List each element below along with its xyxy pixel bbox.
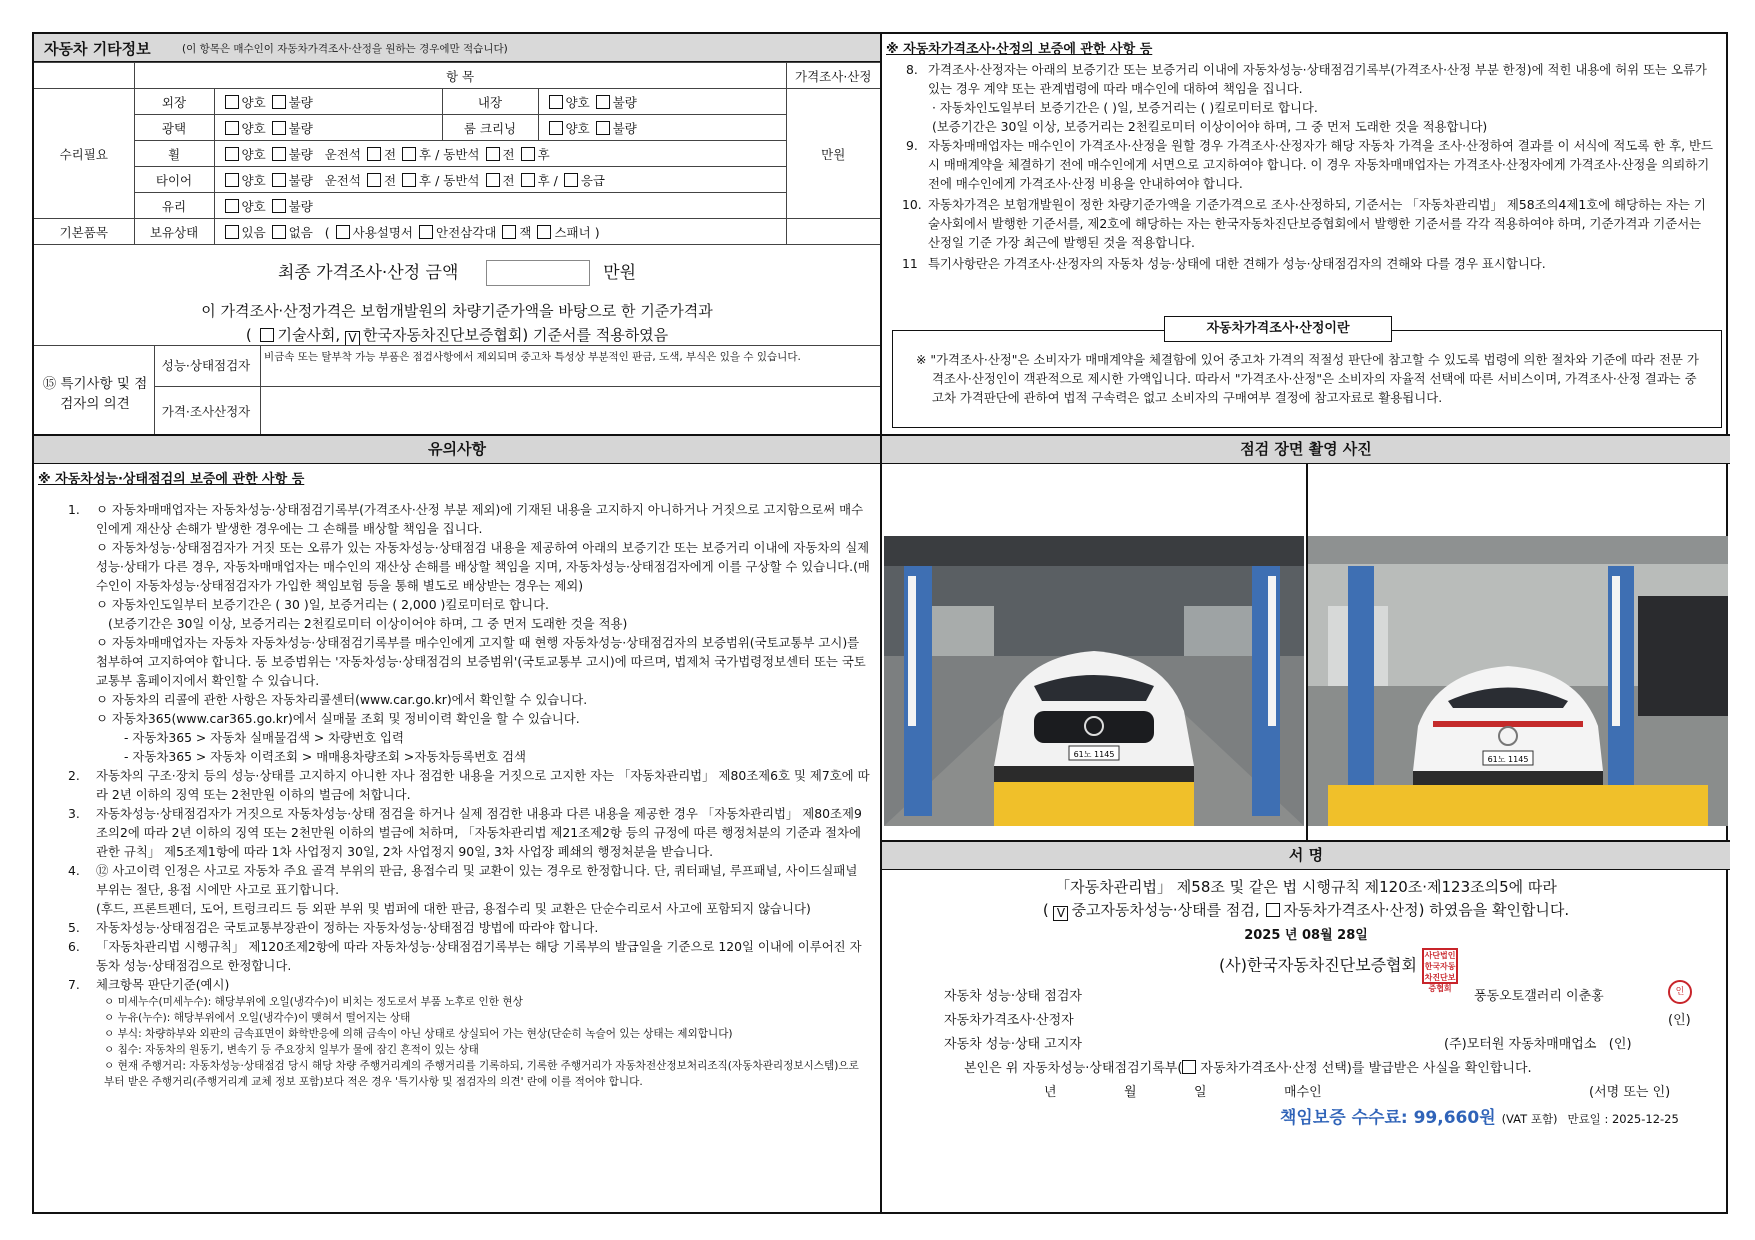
exterior-good-checkbox[interactable] (225, 95, 239, 109)
manual-checkbox[interactable] (336, 225, 350, 239)
inspector-label: 성능·상태점검자 (161, 358, 251, 373)
used-car-inspection-checkbox[interactable]: V (1053, 906, 1068, 921)
group-basic: 기본품목 (34, 219, 134, 245)
note-7e: ㅇ 현재 주행거리: 자동차성능·상태점검 당시 해당 차량 주행거리계의 주행거리를 기록하되, 기록한 주행거리가 자동차전산정보처리조직(자동차관리정보시스템)으로부터 받은 주행거리(주행거리계 교체 정보 포함)보다 적은 경우 '특기사항 및 점검자의 의견' 란에 이를 적어야 합니다. (104, 1060, 859, 1088)
interior-good-checkbox[interactable] (549, 95, 563, 109)
rear-plate-text: 61노 1145 (1487, 755, 1529, 764)
basis-kaa-checkbox[interactable]: V (345, 331, 360, 346)
room-bad-checkbox[interactable] (596, 121, 610, 135)
label-wheel: 휠 (134, 141, 214, 167)
col-price-header: 가격조사·산정 (786, 63, 880, 89)
notifier-sign-value: (주)모터원 자동차매매업소 (인) (1444, 1037, 1632, 1052)
price-unit: 만원 (786, 89, 880, 219)
wheel-bad-checkbox[interactable] (272, 147, 286, 161)
buyer-year: 년 (1044, 1085, 1057, 1100)
tire-driver-front-checkbox[interactable] (367, 173, 381, 187)
note-1d: (보증기간은 30일 이상, 보증거리는 2천킬로미터 이상이어야 하며, 그 중 먼저 도래한 것을 적용) (108, 616, 628, 631)
note-10: 자동차가격은 보험개발원이 정한 차량기준가액을 기준가격으로 조사·산정하되, 기준서는 「자동차관리법」 제58조의4제1호에 해당하는 자는 기술사회에서 발행한 기준서를, 제2호에 해당하는 자는 한국자동차진단보증협회에서 발행한 기준서를 각각 적용하여야 하며, 기준가격과 기준서는 산정일 기준 가장 최근에 발행된 것을 적용합니다. (928, 197, 1706, 250)
notes-title: ※ 자동차성능·상태점검의 보증에 관한 사항 등 (38, 472, 305, 487)
other-info-header (34, 34, 880, 62)
buyer-sign-field[interactable]: (서명 또는 인) (1589, 1085, 1671, 1100)
buyer-month: 월 (1124, 1085, 1137, 1100)
interior-options: 양호 불량 (538, 89, 786, 115)
label-room-clean: 룸 크리닝 (442, 115, 538, 141)
exterior-bad-checkbox[interactable] (272, 95, 286, 109)
inspector-seal: 인 (1668, 980, 1692, 1004)
wheel-passenger-front-checkbox[interactable] (486, 147, 500, 161)
glass-good-checkbox[interactable] (225, 199, 239, 213)
expiry-date: 만료일 : 2025-12-25 (1567, 1112, 1679, 1126)
inspector-sign-value: 풍동오토갤러리 이춘홍 (1474, 989, 1604, 1004)
basis-tech-checkbox[interactable] (260, 328, 274, 342)
receipt-confirm: 본인은 위 자동차성능·상태점검기록부( 자동차가격조사·산정 선택)를 발급받은 사실을 확인합니다. (964, 1061, 1532, 1076)
note-11: 특기사항란은 가격조사·산정자의 자동차 성능·상태에 대한 견해가 성능·상태점검자의 견해와 다를 경우 표시합니다. (928, 256, 1546, 271)
car-appraisal-checkbox[interactable] (1266, 903, 1280, 917)
note-8: 가격조사·산정자는 아래의 보증기간 또는 보증거리 이내에 자동차성능·상태점검기록부(가격조사·산정 부분 한정)에 적힌 내용에 허위 또는 오류가 있는 경우 계약 또는 관계법령에 따라 매수인에 대하여 책임을 집니다. (928, 62, 1707, 96)
fee-value: 99,660 (1413, 1108, 1480, 1128)
definition-text: ※ "가격조사·산정"은 소비자가 매매계약을 체결함에 있어 중고차 가격의 적절성 판단에 참고할 수 있도록 법령에 의한 절차와 기준에 따라 전문 가격조사·산정인이 객관적으로 제시한 가액입니다. 따라서 "가격조사·산정"은 소비자의 자율적 선택에 따른 서비스이며, 가격조사·산정 결과는 중고차 가격판단에 관하여 법적 구속력은 없고 소비자의 구매여부 결정에 참고자료로 활용됩니다. (916, 352, 1699, 405)
other-info-note: (이 항목은 매수인이 자동차가격조사·산정을 원하는 경우에만 적습니다) (182, 43, 508, 55)
final-price-row (34, 258, 880, 286)
final-price-label: 최종 가격조사·산정 금액 (277, 263, 459, 283)
appraisal-notes: 8. 가격조사·산정자는 아래의 보증기간 또는 보증거리 이내에 자동차성능·상태점검기록부(가격조사·산정 부분 한정)에 적힌 내용에 허위 또는 오류가 있는 경우 계약 또는 관계법령에 따라 매수인에 대하여 책임을 집니다. · 자동차인도일부터 보증기간은 ( )일, 보증거리는 ( )킬로미터로 합니다. (보증기간은 30일 이상, 보증거리는 2천킬로미터 이상이어야 하며, 그 중 먼저 도래한 것을 적용합니다) 9. 자동차매매업자는 매수인이 가격조사·산정을 원할 경우 가격조사·산정자가 해당 자동차 가격을 조사·산정하여 결과를 이 서식에 적도록 한 후, 반드시 매매계약을 체결하기 전에 매수인에게 서면으로 고지하여야 합니다. 이 경우 자동차매매업자는 가격조사·산정자에게 가격조사·산정을 의뢰하기 전에 매수인에게 가격조사·산정 비용을 안내하여야 합니다. 10. 자동차가격은 보험개발원이 정한 차량기준가액을 기준가격으로 조사·산정하되, 기준서는 「자동차관리법」 제58조의4제1호에 해당하는 자는 기술사회에서 발행한 기준서를, 제2호에 해당하는 자는 한국자동차진단보증협회에서 발행한 기준서를 각각 적용하여야 하며, 기준가격과 기준서는 산정일 기준 가장 최근에 발행된 것을 적용합니다. 11 특기사항란은 가격조사·산정자의 자동차 성능·상태에 대한 견해가 성능·상태점검자의 견해와 다를 경우 표시합니다. (902, 62, 1713, 271)
fee-line (1280, 1103, 1679, 1128)
gloss-good-checkbox[interactable] (225, 121, 239, 135)
note-7: 체크항목 판단기준(예시) (96, 977, 230, 992)
sign-org (1219, 948, 1458, 993)
appraiser-label: 가격·조사산정자 (161, 404, 251, 419)
note-8-period: · 자동차인도일부터 보증기간은 ( )일, 보증거리는 ( )킬로미터로 합니다. (932, 100, 1318, 115)
sign-date: 2025 년 08월 28일 (1244, 928, 1368, 943)
buyer-day: 일 (1194, 1085, 1207, 1100)
tire-passenger-front-checkbox[interactable] (486, 173, 500, 187)
document-frame (32, 32, 1728, 1214)
notes-header: 유의사항 (34, 434, 880, 464)
note-1i: - 자동차365 > 자동차 이력조회 > 매매용차량조회 >자동차등록번호 검색 (124, 749, 526, 764)
holding-options: 있음 없음 ( 사용설명서 안전삼각대 잭 스패너 ) (214, 219, 786, 245)
note-1g: ㅇ 자동차365(www.car365.go.kr)에서 실매물 조회 및 정비이력 확인을 할 수 있습니다. (96, 711, 580, 726)
label-gloss: 광택 (134, 115, 214, 141)
wheel-options: 양호 불량 운전석 전 후 / 동반석 전 후 (214, 141, 786, 167)
note-7a: ㅇ 미세누수(미세누수): 해당부위에 오일(냉각수)이 비치는 정도로서 부품 노후로 인한 현상 (104, 996, 523, 1008)
sign-org-name: (사)한국자동차진단보증협회 (1219, 955, 1417, 975)
note-1c: ㅇ 자동차인도일부터 보증기간은 ( 30 )일, 보증거리는 ( 2,000 )킬로미터로 합니다. (96, 597, 549, 612)
appraiser-sign-label: 자동차가격조사·산정자 (944, 1013, 1074, 1028)
sign-header: 서 명 (882, 840, 1730, 870)
inspector-opinion: 비금속 또는 탈부착 가능 부품은 점검사항에서 제외되며 중고차 특성상 부분적인 판금, 도색, 부식은 있을 수 있습니다. (264, 351, 801, 363)
receipt-appraisal-checkbox[interactable] (1182, 1060, 1196, 1074)
note-8-rule: (보증기간은 30일 이상, 보증거리는 2천킬로미터 이상이어야 하며, 그 중 먼저 도래한 것을 적용합니다) (932, 119, 1488, 134)
notes-list: 1. ㅇ 자동차매매업자는 자동차성능·상태점검기록부(가격조사·산정 부분 제외)에 기재된 내용을 고지하지 아니하거나 거짓으로 고지함으로써 매수인에게 재산상 손해가 발생한 경우에는 그 손해를 배상할 책임을 집니다. ㅇ 자동차성능·상태점검자가 거짓 또는 오류가 있는 자동차성능·상태점검 내용을 제공하여 아래의 보증기간 또는 보증거리 이내에 자동차의 실제 성능·상태가 다른 경우, 자동차매매업자는 매수인의 재산상 손해를 배상할 책임을 지며, 자동차성능·상태점검자에게 이를 구상할 수 있습니다.(매수인이 자동차성능·상태점검자가 가입한 책임보험 등을 통해 별도로 배상받는 경우는 제외) ㅇ 자동차인도일부터 보증기간은 ( 30 )일, 보증거리는 ( 2,000 )킬로미터로 합니다. (보증기간은 30일 이상, 보증거리는 2천킬로미터 이상이어야 하며, 그 중 먼저 도래한 것을 적용) ㅇ 자동차매매업자는 자동차 자동차성능·상태점검기록부를 매수인에게 고지할 때 현행 자동차성능·상태점검자의 보증범위(국토교통부 고시)를 첨부하여 고지하여야 합니다. 동 보증범위는 '자동차성능·상태점검의 보증범위'(국토교통부 고시)에 따르며, 법제처 국가법령정보센터 또는 국토교통부 홈페이지에서 확인할 수 있습니다. ㅇ 자동차의 리콜에 관한 사항은 자동차리콜센터(www.car.go.kr)에서 확인할 수 있습니다. ㅇ 자동차365(www.car365.go.kr)에서 실매물 조회 및 정비이력 확인을 할 수 있습니다. - 자동차365 > 자동차 실매물검색 > 차량번호 입력 - 자동차365 > 자동차 이력조회 > 매매용차량조회 >자동차등록번호 검색 2. 자동차의 구조·장치 등의 성능·상태를 고지하지 아니한 자나 점검한 내용을 거짓으로 고지한 자는 「자동차관리법」 제80조제6호 및 제7호에 따라 2년 이하의 징역 또는 2천만원 이하의 벌금에 처합니다. 3. 자동차성능·상태점검자가 거짓으로 자동차성능·상태 점검을 하거나 실제 점검한 내용과 다른 내용을 제공한 경우 「자동차관리법」 제80조제9조의2에 따라 2년 이하의 징역 또는 2천만원 이하의 벌금에 처하며, 「자동차관리법 제21조제2항 등의 규정에 따른 행정처분의 기준과 절차에 관한 규칙」 제5조제1항에 따라 1차 사업정지 30일, 2차 사업정지 90일, 3차 사업장 폐쇄의 행정처분을 받습니다. 4. ⑫ 사고이력 인정은 사고로 자동차 주요 골격 부위의 판금, 용접수리 및 교환이 있는 경우로 한정합니다. 단, 쿼터패널, 루프패널, 사이드실패널 부위는 절단, 용접 시에만 사고로 표기합니다. (후드, 프론트펜더, 도어, 트렁크리드 등 외판 부위 및 범퍼에 대한 판금, 용접수리 및 교환은 단순수리로서 사고에 포함되지 않습니다) 5. 자동차성능·상태점검은 국토교통부장관이 정하는 자동차성능·상태점검 방법에 따라야 합니다. 6. 「자동차관리법 시행규칙」 제120조제2항에 따라 자동차성능·상태점검기록부는 해당 기록부의 발급일을 기준으로 120일 이내에 이루어진 자동차 성능·상태점검으로 한정합니다. 7. 체크항목 판단기준(예시) ㅇ 미세누수(미세누수): 해당부위에 오일(냉각수)이 비치는 정도로서 부품 노후로 인한 현상 ㅇ 누유(누수): 해당부위에서 오일(냉각수)이 맺혀서 떨어지는 상태 ㅇ 부식: 차량하부와 외판의 금속표면이 화학반응에 의해 금속이 아닌 상태로 상실되어 가는 현상(단순히 녹슬어 있는 상태는 제외합니다) ㅇ 침수: 자동차의 원동기, 변속기 등 주요장치 일부가 물에 잠긴 흔적이 있는 상태 ㅇ 현재 주행거리: 자동차성능·상태점검 당시 해당 차량 주행거리계의 주행거리를 기록하되, 기록한 주행거리가 자동차전산정보처리조직(자동차관리정보시스템)으로부터 받은 주행거리(주행거리계 교체 정보 포함)보다 적은 경우 '특기사항 및 점검자의 의견' 란에 이를 적어야 합니다. (82, 500, 872, 1090)
vertical-divider (880, 34, 882, 1212)
inspection-table (34, 62, 880, 245)
photos-header: 점검 장면 촬영 사진 (882, 434, 1730, 464)
basis-line2: ( 기술사회, V 한국자동차진단보증협회) 기준서를 적용하였음 (245, 326, 669, 345)
note-9: 자동차매매업자는 매수인이 가격조사·산정을 원할 경우 가격조사·산정자가 해당 자동차 가격을 조사·산정하여 결과를 이 서식에 적도록 한 후, 반드시 매매계약을 체결하기 전에 매수인에게 서면으로 고지하여야 합니다. 이 경우 자동차매매업자는 가격조사·산정자에게 가격조사·산정을 의뢰하기 전에 매수인에게 가격조사·산정 비용을 안내하여야 합니다. (928, 138, 1713, 191)
tire-options: 양호 불량 운전석 전 후 / 동반석 전 후 / 응급 (214, 167, 786, 193)
final-price-unit: 만원 (603, 263, 637, 283)
note-1a: ㅇ 자동차매매업자는 자동차성능·상태점검기록부(가격조사·산정 부분 제외)에 기재된 내용을 고지하지 아니하거나 거짓으로 고지함으로써 매수인에게 재산상 손해가 발생한 경우에는 그 손해를 배상할 책임을 집니다. (96, 502, 864, 536)
fee-unit: 원 (1479, 1108, 1496, 1128)
label-tire: 타이어 (134, 167, 214, 193)
note-4b: (후드, 프론트펜더, 도어, 트렁크리드 등 외판 부위 및 범퍼에 대한 판금, 용접수리 및 교환은 단순수리로서 사고에 포함되지 않습니다) (96, 901, 811, 916)
note-6: 「자동차관리법 시행규칙」 제120조제2항에 따라 자동차성능·상태점검기록부는 해당 기록부의 발급일을 기준으로 120일 이내에 이루어진 자동차 성능·상태점검으로 한정합니다. (96, 939, 862, 973)
triangle-checkbox[interactable] (419, 225, 433, 239)
wheel-passenger-rear-checkbox[interactable] (521, 147, 535, 161)
tire-bad-checkbox[interactable] (272, 173, 286, 187)
final-price-input[interactable] (486, 260, 590, 286)
sign-line2: ( V 중고자동차성능·상태를 점검, 자동차가격조사·산정) 하였음을 확인합니다. (1042, 901, 1570, 920)
front-plate-text: 61노 1145 (1073, 750, 1115, 759)
basis-line1: 이 가격조사·산정가격은 보험개발원의 차량기준가액을 바탕으로 한 기준가격과 (201, 302, 713, 320)
exterior-options: 양호 불량 (214, 89, 442, 115)
fee-label: 책임보증 수수료: (1280, 1108, 1408, 1128)
wheel-good-checkbox[interactable] (225, 147, 239, 161)
definition-box-title: 자동차가격조사·산정이란 (1164, 316, 1392, 342)
glass-bad-checkbox[interactable] (272, 199, 286, 213)
holding-none-checkbox[interactable] (272, 225, 286, 239)
tire-rear-checkbox[interactable] (402, 173, 416, 187)
notifier-sign-label: 자동차 성능·상태 고지자 (944, 1037, 1082, 1052)
col-item-header: 항 목 (134, 63, 786, 89)
note-4: ⑫ 사고이력 인정은 사고로 자동차 주요 골격 부위의 판금, 용접수리 및 교환이 있는 경우로 한정합니다. 단, 쿼터패널, 루프패널, 사이드실패널 부위는 절단, 용접 시에만 사고로 표기합니다. (96, 863, 858, 897)
label-holding: 보유상태 (134, 219, 214, 245)
note-7d: ㅇ 침수: 자동차의 원동기, 변속기 등 주요장치 일부가 물에 잠긴 흔적이 있는 상태 (104, 1044, 479, 1056)
opinion-section (34, 345, 880, 434)
spanner-checkbox[interactable] (537, 225, 551, 239)
note-1h: - 자동차365 > 자동차 실매물검색 > 차량번호 입력 (124, 730, 404, 745)
room-clean-options: 양호 불량 (538, 115, 786, 141)
note-2: 자동차의 구조·장치 등의 성능·상태를 고지하지 아니한 자나 점검한 내용을 거짓으로 고지한 자는 「자동차관리법」 제80조제6호 및 제7호에 따라 2년 이하의 징역 또는 2천만원 이하의 벌금에 처합니다. (96, 768, 870, 802)
inspection-photo-front (884, 536, 1304, 826)
sign-line1: 「자동차관리법」 제58조 및 같은 법 시행규칙 제120조·제123조의5에 따라 (1055, 878, 1557, 896)
label-glass: 유리 (134, 193, 214, 219)
buyer-label: 매수인 (1284, 1085, 1322, 1100)
group-repair: 수리필요 (34, 89, 134, 219)
gloss-options: 양호 불량 (214, 115, 442, 141)
appraisal-guarantee-title: ※ 자동차가격조사·산정의 보증에 관한 사항 등 (886, 42, 1153, 57)
note-1b: ㅇ 자동차성능·상태점검자가 거짓 또는 오류가 있는 자동차성능·상태점검 내용을 제공하여 아래의 보증기간 또는 보증거리 이내에 자동차의 실제 성능·상태가 다른 경우, 자동차매매업자는 매수인의 재산상 손해를 배상할 책임을 지며, 자동차성능·상태점검자에게 이를 구상할 수 있습니다.(매수인이 자동차성능·상태점검자가 가입한 책임보험 등을 통해 별도로 배상받는 경우는 제외) (96, 540, 870, 593)
interior-bad-checkbox[interactable] (596, 95, 610, 109)
note-7b: ㅇ 누유(누수): 해당부위에서 오일(냉각수)이 맺혀서 떨어지는 상태 (104, 1012, 411, 1024)
label-interior: 내장 (442, 89, 538, 115)
other-info-title: 자동차 기타정보 (44, 40, 151, 58)
jack-checkbox[interactable] (502, 225, 516, 239)
inspection-photo-rear (1308, 536, 1728, 826)
label-exterior: 외장 (134, 89, 214, 115)
gloss-bad-checkbox[interactable] (272, 121, 286, 135)
tire-good-checkbox[interactable] (225, 173, 239, 187)
note-5: 자동차성능·상태점검은 국토교통부장관이 정하는 자동차성능·상태점검 방법에 따라야 합니다. (96, 920, 599, 935)
fee-vat: (VAT 포함) (1501, 1112, 1558, 1126)
tire-emergency-checkbox[interactable] (564, 173, 578, 187)
room-good-checkbox[interactable] (549, 121, 563, 135)
wheel-driver-front-checkbox[interactable] (367, 147, 381, 161)
note-1e: ㅇ 자동차매매업자는 자동차 자동차성능·상태점검기록부를 매수인에게 고지할 때 현행 자동차성능·상태점검자의 보증범위(국토교통부 고시)를 첨부하여 고지하여야 합니다. 동 보증범위는 '자동차성능·상태점검의 보증범위'(국토교통부 고시)에 따르며, 법제처 국가법령정보센터 또는 국토교통부 홈페이지에서 확인할 수 있습니다. (96, 635, 866, 688)
org-stamp: 사단법인한국자동차진단보증협회 (1422, 948, 1458, 984)
tire-passenger-rear-checkbox[interactable] (521, 173, 535, 187)
note-1f: ㅇ 자동차의 리콜에 관한 사항은 자동차리콜센터(www.car.go.kr)에서 확인할 수 있습니다. (96, 692, 588, 707)
glass-options: 양호 불량 (214, 193, 786, 219)
note-3: 자동차성능·상태점검자가 거짓으로 자동차성능·상태 점검을 하거나 실제 점검한 내용과 다른 내용을 제공한 경우 「자동차관리법」 제80조제9조의2에 따라 2년 이하의 징역 또는 2천만원 이하의 벌금에 처하며, 「자동차관리법 제21조제2항 등의 규정에 따른 행정처분의 기준과 절차에 관한 규칙」 제5조제1항에 따라 1차 사업정지 30일, 2차 사업정지 90일, 3차 사업장 폐쇄의 행정처분을 받습니다. (96, 806, 862, 859)
holding-have-checkbox[interactable] (225, 225, 239, 239)
note-7c: ㅇ 부식: 차량하부와 외판의 금속표면이 화학반응에 의해 금속이 아닌 상태로 상실되어 가는 현상(단순히 녹슬어 있는 상태는 제외합니다) (104, 1028, 733, 1040)
appraiser-sign-value: (인) (1668, 1013, 1691, 1028)
opinion-label: ⑮ 특기사항 및 점검자의 의견 (42, 376, 148, 412)
wheel-rear-checkbox[interactable] (402, 147, 416, 161)
inspector-sign-label: 자동차 성능·상태 점검자 (944, 989, 1082, 1004)
